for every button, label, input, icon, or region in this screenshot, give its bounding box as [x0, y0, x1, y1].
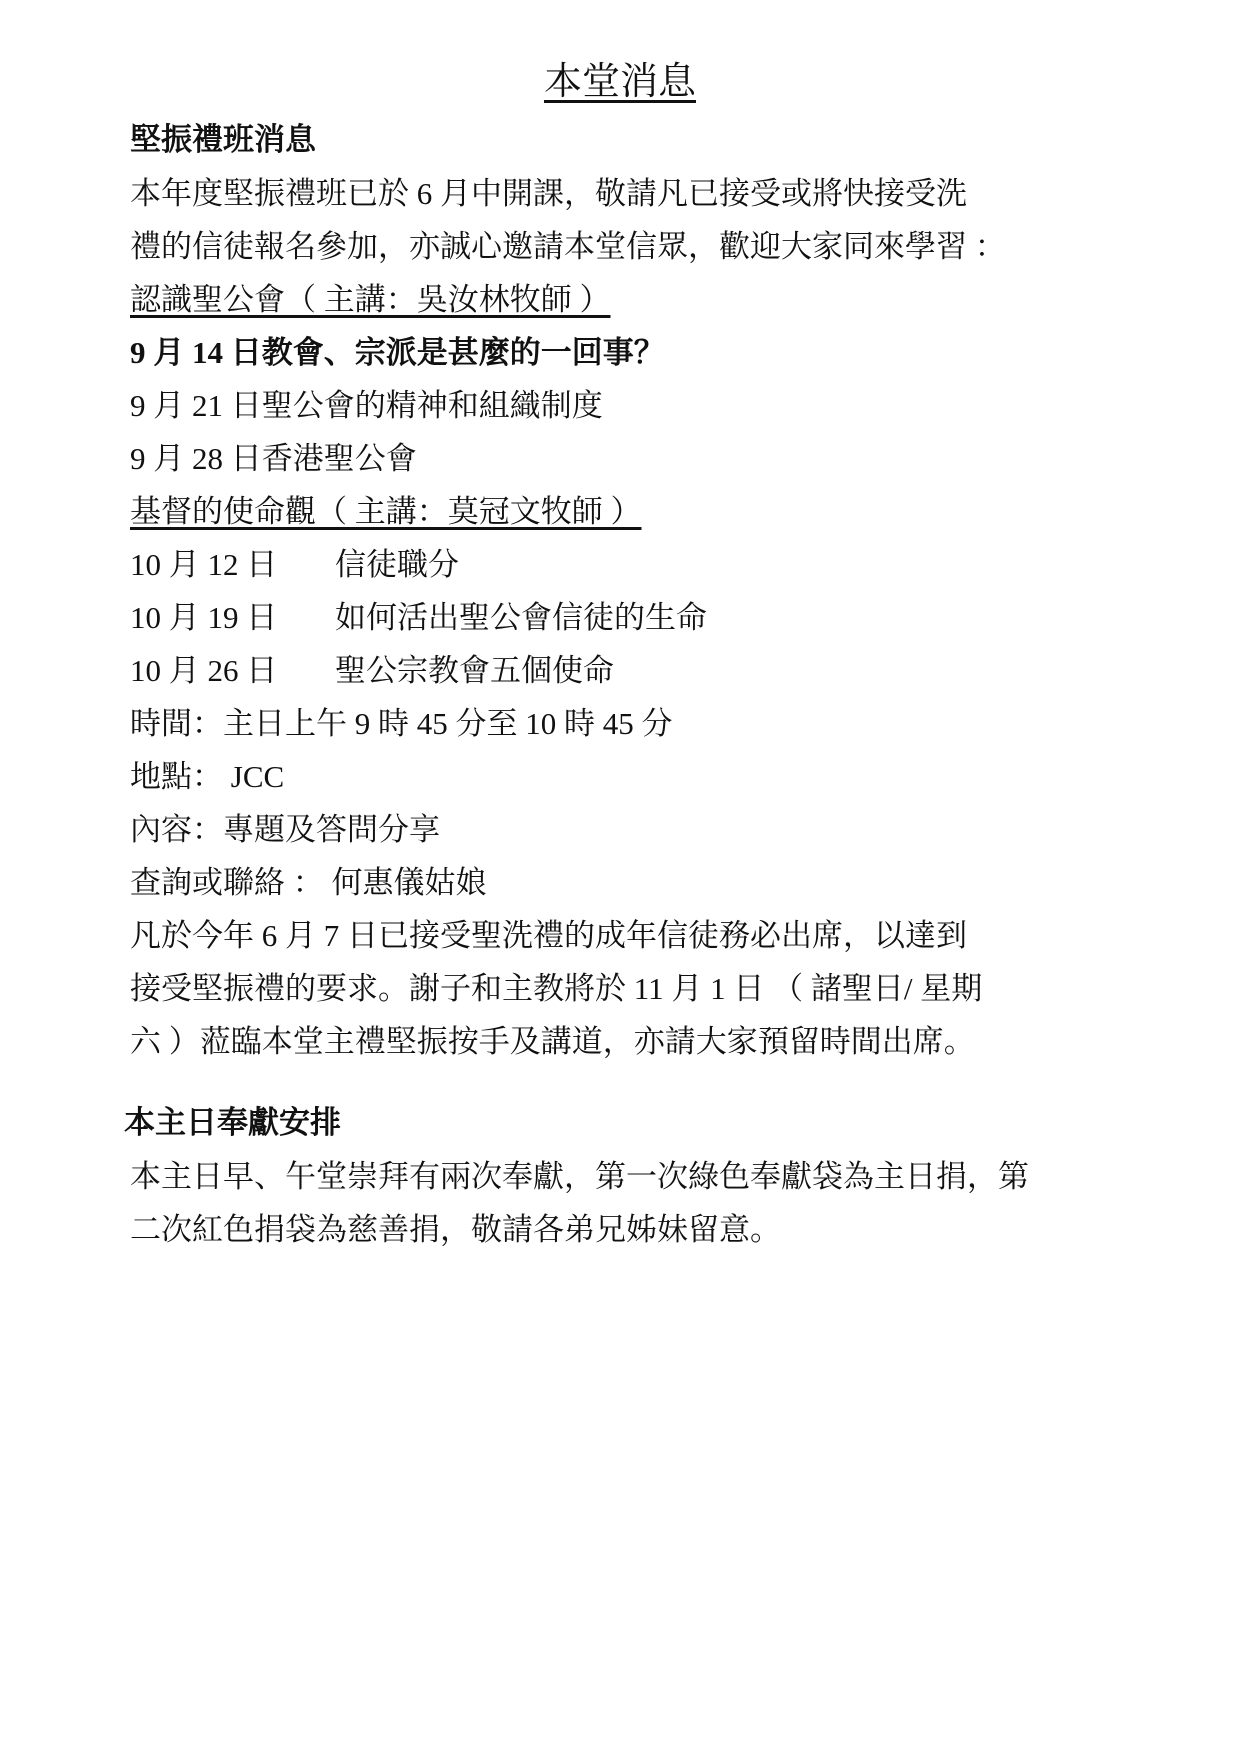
session-item [130, 538, 1130, 591]
closing-line: 接受堅振禮的要求。謝子和主教將於 11 月 1 日 （ 諸聖日/ 星期 [130, 971, 983, 1006]
content-info: 內容：專題及答問分享 [130, 812, 440, 847]
session-topic: 信徒職分 [335, 547, 459, 582]
confirmation-heading: 堅振禮班消息 [130, 122, 316, 158]
session-item: 9 月 14 日教會、宗派是甚麼的一回事？ [130, 335, 665, 370]
session-item [130, 644, 1130, 697]
time-info: 時間：主日上午 9 時 45 分至 10 時 45 分 [130, 706, 673, 741]
session-date: 10 月 12 日 [130, 547, 278, 582]
intro-line: 禮的信徒報名參加，亦誠心邀請本堂信眾，歡迎大家同來學習 ： [130, 229, 1006, 264]
session-date: 10 月 19 日 [130, 600, 278, 635]
course-title: 基督的使命觀（ 主講：莫冠文牧師 ） [130, 494, 642, 529]
session-date: 10 月 26 日 [130, 653, 278, 688]
offering-line: 二次紅色捐袋為慈善捐，敬請各弟兄姊妹留意。 [130, 1212, 781, 1247]
offering-body [124, 1150, 1124, 1256]
offering-heading: 本主日奉獻安排 [124, 1105, 341, 1141]
contact-info: 查詢或聯絡 ： 何惠儀姑娘 [130, 865, 487, 900]
offering-section [124, 1097, 1124, 1256]
location-info: 地點： JCC [130, 759, 285, 794]
session-item [130, 591, 1130, 644]
closing-line: 凡於今年 6 月 7 日已接受聖洗禮的成年信徒務必出席，以達到 [130, 918, 967, 953]
session-topic: 聖公宗教會五個使命 [335, 653, 614, 688]
closing-line: 六 ）蒞臨本堂主禮堅振按手及講道，亦請大家預留時間出席。 [130, 1024, 975, 1059]
offering-line: 本主日早、午堂崇拜有兩次奉獻，第一次綠色奉獻袋為主日捐，第 [130, 1159, 1029, 1194]
session-item: 9 月 21 日聖公會的精神和組織制度 [130, 388, 603, 423]
course-title: 認識聖公會（ 主講：吳汝林牧師 ） [130, 282, 611, 317]
session-topic: 如何活出聖公會信徒的生命 [335, 600, 707, 635]
page-title: 本堂消息 [543, 59, 696, 103]
intro-line: 本年度堅振禮班已於 6 月中開課，敬請凡已接受或將快接受洗 [130, 176, 967, 211]
confirmation-section [130, 114, 1130, 1068]
session-item: 9 月 28 日香港聖公會 [130, 441, 417, 476]
